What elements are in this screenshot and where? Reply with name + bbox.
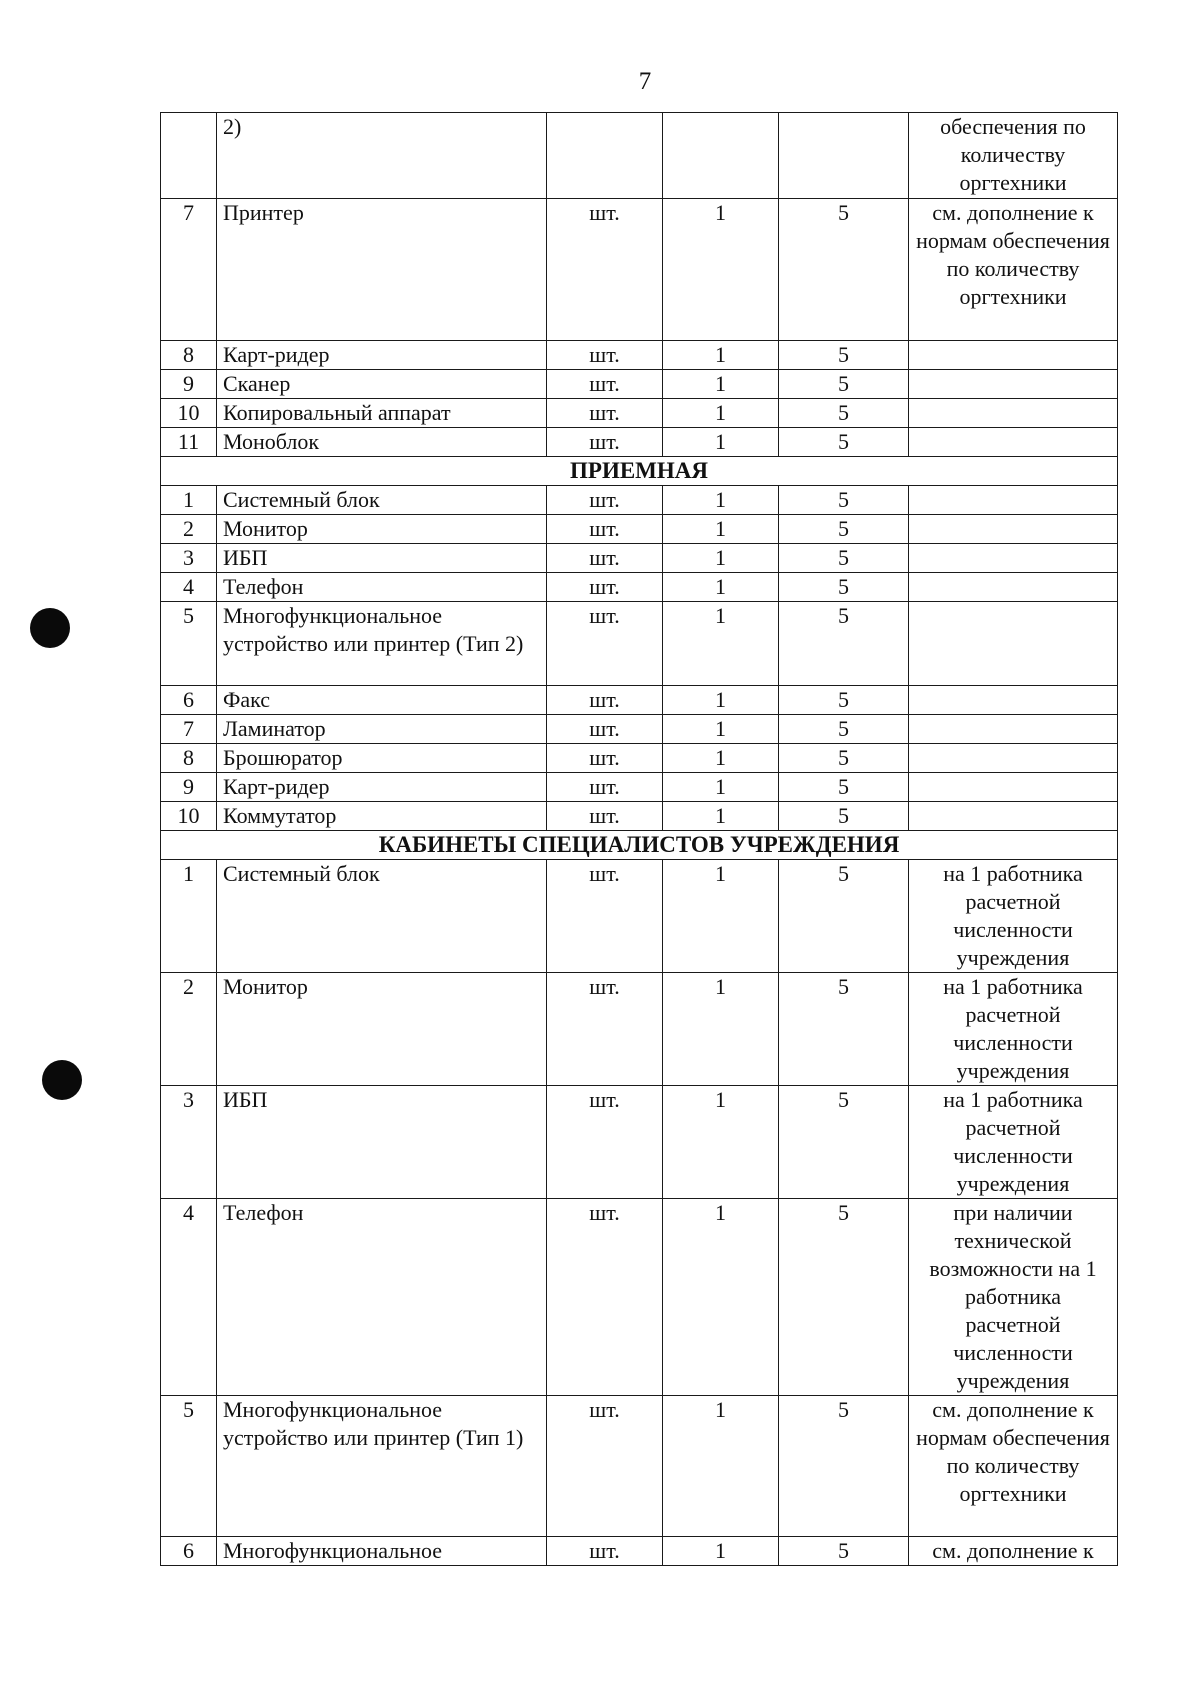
note-cell xyxy=(909,686,1118,715)
unit-cell: шт. xyxy=(547,544,663,573)
table-row xyxy=(161,1086,1118,1199)
table-row xyxy=(161,715,1118,744)
quantity-cell: 1 xyxy=(663,802,779,831)
service-life-cell: 5 xyxy=(779,370,909,399)
row-number-cell: 2 xyxy=(161,515,217,544)
row-number-cell: 6 xyxy=(161,686,217,715)
unit-cell: шт. xyxy=(547,486,663,515)
section-header-row xyxy=(161,831,1118,860)
row-number-cell: 3 xyxy=(161,544,217,573)
service-life-cell: 5 xyxy=(779,573,909,602)
section-title: ПРИЕМНАЯ xyxy=(161,457,1118,486)
row-number-cell xyxy=(161,113,217,199)
table-row xyxy=(161,199,1118,341)
service-life-cell: 5 xyxy=(779,973,909,1086)
row-number-cell: 6 xyxy=(161,1537,217,1566)
quantity-cell: 1 xyxy=(663,544,779,573)
row-number-cell: 4 xyxy=(161,1199,217,1396)
service-life-cell: 5 xyxy=(779,602,909,686)
unit-cell: шт. xyxy=(547,1396,663,1537)
unit-cell: шт. xyxy=(547,686,663,715)
section-title: КАБИНЕТЫ СПЕЦИАЛИСТОВ УЧРЕЖДЕНИЯ xyxy=(161,831,1118,860)
quantity-cell: 1 xyxy=(663,370,779,399)
note-cell: на 1 работника расчетной численности учреждения xyxy=(909,1086,1118,1199)
item-name-cell: Моноблок xyxy=(217,428,547,457)
service-life-cell xyxy=(779,113,909,199)
table-row xyxy=(161,1537,1118,1566)
quantity-cell: 1 xyxy=(663,773,779,802)
quantity-cell: 1 xyxy=(663,515,779,544)
service-life-cell: 5 xyxy=(779,715,909,744)
quantity-cell: 1 xyxy=(663,973,779,1086)
service-life-cell: 5 xyxy=(779,428,909,457)
unit-cell: шт. xyxy=(547,1537,663,1566)
row-number-cell: 10 xyxy=(161,399,217,428)
table-row xyxy=(161,773,1118,802)
item-name-cell: Монитор xyxy=(217,973,547,1086)
row-number-cell: 10 xyxy=(161,802,217,831)
row-number-cell: 8 xyxy=(161,341,217,370)
table-row xyxy=(161,515,1118,544)
row-number-cell: 5 xyxy=(161,602,217,686)
row-number-cell: 11 xyxy=(161,428,217,457)
quantity-cell: 1 xyxy=(663,1199,779,1396)
row-number-cell: 1 xyxy=(161,860,217,973)
unit-cell: шт. xyxy=(547,860,663,973)
table-row xyxy=(161,602,1118,686)
table-row xyxy=(161,399,1118,428)
quantity-cell: 1 xyxy=(663,341,779,370)
unit-cell: шт. xyxy=(547,744,663,773)
item-name-cell: Брошюратор xyxy=(217,744,547,773)
note-cell xyxy=(909,573,1118,602)
note-cell xyxy=(909,341,1118,370)
unit-cell: шт. xyxy=(547,1199,663,1396)
unit-cell: шт. xyxy=(547,602,663,686)
punch-hole-mark xyxy=(30,608,70,648)
service-life-cell: 5 xyxy=(779,744,909,773)
row-number-cell: 8 xyxy=(161,744,217,773)
unit-cell: шт. xyxy=(547,1086,663,1199)
row-number-cell: 9 xyxy=(161,370,217,399)
note-cell: на 1 работника расчетной численности учреждения xyxy=(909,973,1118,1086)
quantity-cell: 1 xyxy=(663,744,779,773)
quantity-cell: 1 xyxy=(663,199,779,341)
unit-cell: шт. xyxy=(547,370,663,399)
note-cell: см. дополнение к xyxy=(909,1537,1118,1566)
row-number-cell: 9 xyxy=(161,773,217,802)
row-number-cell: 2 xyxy=(161,973,217,1086)
item-name-cell: Многофункциональное устройство или принтер (Тип 2) xyxy=(217,602,547,686)
note-cell: при наличии технической возможности на 1 работника расчетной численности учреждения xyxy=(909,1199,1118,1396)
table-row xyxy=(161,1199,1118,1396)
note-cell xyxy=(909,715,1118,744)
row-number-cell: 3 xyxy=(161,1086,217,1199)
item-name-cell: Сканер xyxy=(217,370,547,399)
quantity-cell: 1 xyxy=(663,1086,779,1199)
quantity-cell: 1 xyxy=(663,715,779,744)
quantity-cell: 1 xyxy=(663,399,779,428)
table-row xyxy=(161,686,1118,715)
item-name-cell: Системный блок xyxy=(217,860,547,973)
row-number-cell: 7 xyxy=(161,715,217,744)
table-row xyxy=(161,544,1118,573)
note-cell: на 1 работника расчетной численности учреждения xyxy=(909,860,1118,973)
item-name-cell: ИБП xyxy=(217,1086,547,1199)
quantity-cell: 1 xyxy=(663,602,779,686)
service-life-cell: 5 xyxy=(779,544,909,573)
note-cell xyxy=(909,515,1118,544)
row-number-cell: 7 xyxy=(161,199,217,341)
unit-cell: шт. xyxy=(547,973,663,1086)
note-cell: см. дополнение к нормам обеспечения по количеству оргтехники xyxy=(909,1396,1118,1537)
service-life-cell: 5 xyxy=(779,860,909,973)
service-life-cell: 5 xyxy=(779,802,909,831)
row-number-cell: 5 xyxy=(161,1396,217,1537)
table-row xyxy=(161,973,1118,1086)
unit-cell: шт. xyxy=(547,199,663,341)
note-cell xyxy=(909,486,1118,515)
note-cell: см. дополнение к нормам обеспечения по количеству оргтехники xyxy=(909,199,1118,341)
item-name-cell: Копировальный аппарат xyxy=(217,399,547,428)
item-name-cell: Телефон xyxy=(217,1199,547,1396)
service-life-cell: 5 xyxy=(779,1537,909,1566)
punch-hole-mark xyxy=(42,1060,82,1100)
table-row xyxy=(161,573,1118,602)
unit-cell: шт. xyxy=(547,573,663,602)
table-row xyxy=(161,428,1118,457)
page-number: 7 xyxy=(638,68,652,95)
service-life-cell: 5 xyxy=(779,1086,909,1199)
quantity-cell: 1 xyxy=(663,686,779,715)
table-row xyxy=(161,744,1118,773)
unit-cell xyxy=(547,113,663,199)
unit-cell: шт. xyxy=(547,802,663,831)
note-cell xyxy=(909,773,1118,802)
service-life-cell: 5 xyxy=(779,773,909,802)
item-name-cell: 2) xyxy=(217,113,547,199)
note-cell xyxy=(909,744,1118,773)
service-life-cell: 5 xyxy=(779,199,909,341)
item-name-cell: Коммутатор xyxy=(217,802,547,831)
table-row xyxy=(161,860,1118,973)
quantity-cell: 1 xyxy=(663,1537,779,1566)
item-name-cell: Карт-ридер xyxy=(217,773,547,802)
table-body xyxy=(161,113,1118,1566)
table-row xyxy=(161,341,1118,370)
service-life-cell: 5 xyxy=(779,1396,909,1537)
note-cell xyxy=(909,370,1118,399)
item-name-cell: Многофункциональное устройство или принтер (Тип 1) xyxy=(217,1396,547,1537)
item-name-cell: Многофункциональное xyxy=(217,1537,547,1566)
quantity-cell: 1 xyxy=(663,428,779,457)
item-name-cell: Системный блок xyxy=(217,486,547,515)
note-cell: обеспечения по количеству оргтехники xyxy=(909,113,1118,199)
service-life-cell: 5 xyxy=(779,486,909,515)
table-row xyxy=(161,802,1118,831)
service-life-cell: 5 xyxy=(779,341,909,370)
item-name-cell: Телефон xyxy=(217,573,547,602)
service-life-cell: 5 xyxy=(779,686,909,715)
item-name-cell: ИБП xyxy=(217,544,547,573)
item-name-cell: Монитор xyxy=(217,515,547,544)
service-life-cell: 5 xyxy=(779,1199,909,1396)
equipment-norms-table xyxy=(160,112,1118,1566)
unit-cell: шт. xyxy=(547,399,663,428)
table-row xyxy=(161,486,1118,515)
quantity-cell xyxy=(663,113,779,199)
quantity-cell: 1 xyxy=(663,486,779,515)
item-name-cell: Ламинатор xyxy=(217,715,547,744)
row-number-cell: 1 xyxy=(161,486,217,515)
unit-cell: шт. xyxy=(547,428,663,457)
table-row xyxy=(161,370,1118,399)
row-number-cell: 4 xyxy=(161,573,217,602)
table-row xyxy=(161,113,1118,199)
unit-cell: шт. xyxy=(547,715,663,744)
item-name-cell: Карт-ридер xyxy=(217,341,547,370)
unit-cell: шт. xyxy=(547,341,663,370)
section-header-row xyxy=(161,457,1118,486)
note-cell xyxy=(909,428,1118,457)
note-cell xyxy=(909,399,1118,428)
note-cell xyxy=(909,544,1118,573)
service-life-cell: 5 xyxy=(779,515,909,544)
unit-cell: шт. xyxy=(547,515,663,544)
note-cell xyxy=(909,602,1118,686)
note-cell xyxy=(909,802,1118,831)
item-name-cell: Принтер xyxy=(217,199,547,341)
quantity-cell: 1 xyxy=(663,573,779,602)
unit-cell: шт. xyxy=(547,773,663,802)
quantity-cell: 1 xyxy=(663,1396,779,1537)
service-life-cell: 5 xyxy=(779,399,909,428)
item-name-cell: Факс xyxy=(217,686,547,715)
table-row xyxy=(161,1396,1118,1537)
quantity-cell: 1 xyxy=(663,860,779,973)
